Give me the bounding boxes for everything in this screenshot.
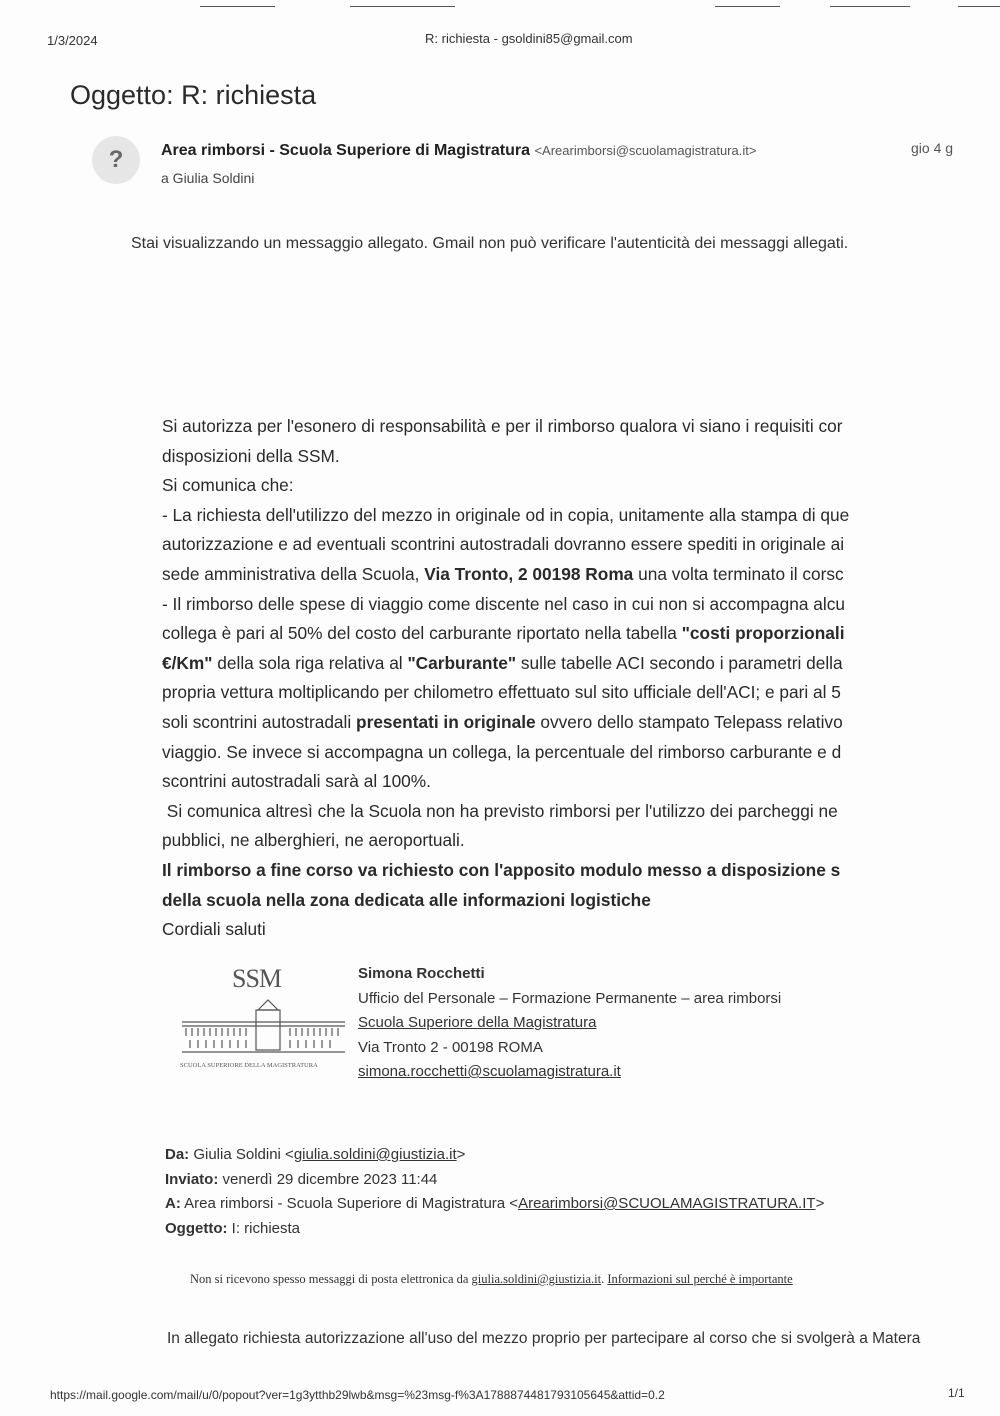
sender-address: <Arearimborsi@scuolamagistratura.it> — [534, 143, 757, 158]
body-line: Si comunica altresì che la Scuola non ha previsto rimborsi per l'utilizzo dei parcheggi ne — [162, 800, 838, 821]
body-text: ovvero dello stampato Telepass relativo — [535, 711, 843, 732]
scan-mark — [350, 6, 455, 7]
attached-message-notice: Stai visualizzando un messaggio allegato. Gmail non può verificare l'autenticità dei messaggi allegati. — [131, 235, 849, 252]
ssm-logo-caption: SCUOLA SUPERIORE DELLA MAGISTRATURA — [180, 1062, 318, 1069]
fwd-to-name: Area rimborsi - Scuola Superiore di Magistratura < — [180, 1195, 519, 1212]
ssm-building-icon — [180, 962, 350, 1077]
signature-name: Simona Rocchetti — [358, 965, 485, 982]
warning-info-link[interactable]: Informazioni sul perché è importante — [607, 1272, 793, 1286]
signature-org-link[interactable]: Scuola Superiore della Magistratura — [358, 1014, 597, 1031]
body-line: viaggio. Se invece si accompagna un collega, la percentuale del rimborso carburante e d — [162, 741, 842, 762]
body-text: collega è pari al 50% del costo del carburante riportato nella tabella — [162, 623, 682, 644]
footer-page-number: 1/1 — [948, 1386, 965, 1400]
body-line: propria vettura moltiplicando per chilometro effettuato sul sito ufficiale dell'ACI; e pari al 5 — [162, 682, 841, 703]
ssm-logo — [180, 962, 350, 1077]
body-line: Si autorizza per l'esonero di responsabilità e per il rimborso qualora vi siano i requisiti cor — [162, 416, 843, 436]
fwd-to-email-link[interactable]: Arearimborsi@SCUOLAMAGISTRATURA.IT — [518, 1195, 816, 1212]
euro-km-bold: €/Km" — [162, 652, 213, 673]
body-line-bold: Il rimborso a fine corso va richiesto con l'apposito modulo messo a disposizione s — [162, 859, 841, 880]
body-text: una volta terminato il corsc — [633, 563, 844, 584]
fwd-subject-label: Oggetto: — [165, 1219, 228, 1237]
body-line — [162, 619, 957, 649]
signature-block — [358, 962, 781, 1085]
school-address-bold: Via Tronto, 2 00198 Roma — [424, 563, 634, 584]
body-text: della sola riga relativa al — [212, 652, 408, 673]
warning-email-link[interactable]: giulia.soldini@giustizia.it — [471, 1272, 602, 1286]
email-subject: Oggetto: R: richiesta — [70, 80, 317, 110]
ssm-logo-text: SSM — [232, 964, 282, 993]
fwd-bracket: > — [456, 1146, 466, 1163]
body-text: soli scontrini autostradali — [162, 711, 357, 732]
body-line — [162, 560, 957, 590]
print-date: 1/3/2024 — [47, 33, 98, 48]
body-line: pubblici, ne alberghieri, ne aeroportuali. — [162, 830, 465, 851]
fwd-from — [165, 1143, 824, 1168]
body-line — [162, 708, 957, 738]
body-text: sulle tabelle ACI secondo i parametri della — [516, 652, 843, 673]
scan-mark — [200, 6, 275, 7]
warning-sep: . — [601, 1272, 608, 1286]
fwd-sent — [165, 1168, 824, 1193]
forwarded-header — [165, 1143, 824, 1241]
signature-email-link[interactable]: simona.rocchetti@scuolamagistratura.it — [358, 1063, 621, 1080]
fwd-bracket: > — [815, 1195, 825, 1212]
fwd-subject — [165, 1217, 824, 1242]
body-line: - Il rimborso delle spese di viaggio come discente nel caso in cui non si accompagna alcu — [162, 593, 845, 614]
external-sender-warning — [190, 1272, 793, 1287]
message-body — [162, 412, 957, 945]
fwd-from-label: Da: — [165, 1146, 190, 1163]
fwd-sent-value: venerdì 29 dicembre 2023 11:44 — [218, 1170, 438, 1188]
closing: Cordiali saluti — [162, 919, 266, 940]
scan-mark — [715, 6, 780, 7]
fwd-to-label: A: — [165, 1195, 181, 1212]
sender-line — [161, 142, 756, 160]
body-line: disposizioni della SSM. — [162, 445, 340, 466]
originale-bold: presentati in originale — [356, 711, 536, 732]
attachment-text: In allegato richiesta autorizzazione all'uso del mezzo proprio per partecipare al corso che si svolgerà a Matera — [167, 1330, 921, 1347]
body-line: - La richiesta dell'utilizzo del mezzo in originale od in copia, unitamente alla stampa di que — [162, 504, 850, 525]
recipient-line: a Giulia Soldini — [161, 170, 255, 186]
footer-url: https://mail.google.com/mail/u/0/popout?ver=1g3ytthb29lwb&msg=%23msg-f%3A1788874481793105645&attid=0.2 — [50, 1388, 665, 1402]
fwd-from-name: Giulia Soldini < — [189, 1146, 294, 1163]
body-text: sede amministrativa della Scuola, — [162, 563, 425, 584]
email-date: gio 4 g — [911, 140, 954, 156]
body-line: Si comunica che: — [162, 475, 294, 496]
fwd-to — [165, 1192, 824, 1217]
carburante-bold: "Carburante" — [407, 652, 517, 673]
costi-bold: "costi proporzionali — [681, 623, 845, 644]
body-line: scontrini autostradali sarà al 100%. — [162, 771, 431, 792]
fwd-sent-label: Inviato: — [165, 1170, 219, 1188]
sender-avatar: ? — [92, 136, 140, 184]
body-line-bold: della scuola nella zona dedicata alle informazioni logistiche — [162, 889, 651, 910]
fwd-from-email-link[interactable]: giulia.soldini@giustizia.it — [293, 1146, 457, 1163]
body-line — [162, 649, 957, 679]
sender-name: Area rimborsi - Scuola Superiore di Magistratura — [161, 142, 530, 159]
scan-mark — [830, 6, 910, 7]
warning-text: Non si ricevono spesso messaggi di posta elettronica da — [190, 1272, 472, 1286]
fwd-subject-value: I: richiesta — [227, 1219, 301, 1237]
scan-mark — [958, 6, 1000, 7]
signature-role: Ufficio del Personale – Formazione Permanente – area rimborsi — [358, 989, 782, 1007]
print-title: R: richiesta - gsoldini85@gmail.com — [425, 31, 633, 46]
signature-address: Via Tronto 2 - 00198 ROMA — [358, 1038, 543, 1056]
body-line: autorizzazione e ad eventuali scontrini autostradali dovranno essere spediti in originale ai — [162, 534, 845, 555]
